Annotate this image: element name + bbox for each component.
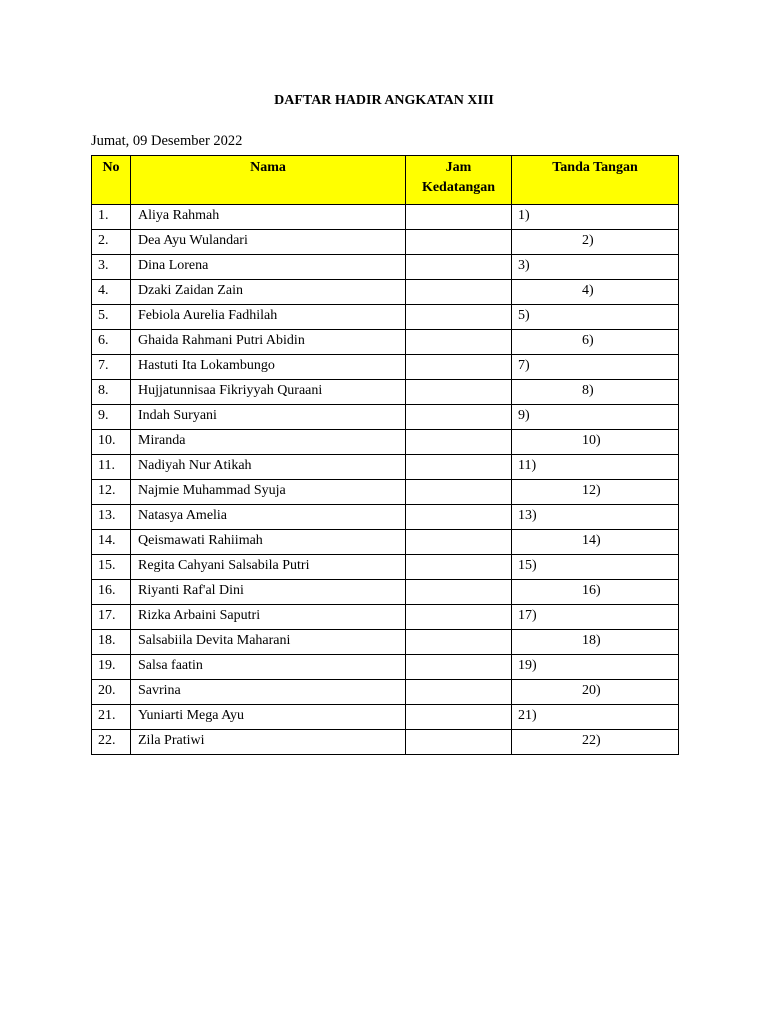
row-number: 16.: [92, 580, 131, 605]
header-jam-line1: Jam: [445, 160, 472, 175]
row-number: 17.: [92, 605, 131, 630]
row-signature[interactable]: 20): [512, 680, 679, 705]
row-name: Regita Cahyani Salsabila Putri: [131, 555, 406, 580]
row-number: 20.: [92, 680, 131, 705]
row-number: 3.: [92, 255, 131, 280]
row-arrival-time[interactable]: [406, 580, 512, 605]
row-signature[interactable]: 15): [512, 555, 679, 580]
row-signature[interactable]: 3): [512, 255, 679, 280]
row-arrival-time[interactable]: [406, 355, 512, 380]
table-row: [92, 405, 679, 430]
table-row: [92, 230, 679, 255]
table-row: [92, 280, 679, 305]
header-jam-kedatangan: [406, 156, 512, 205]
row-number: 7.: [92, 355, 131, 380]
row-name: Ghaida Rahmani Putri Abidin: [131, 330, 406, 355]
row-name: Indah Suryani: [131, 405, 406, 430]
row-signature[interactable]: 19): [512, 655, 679, 680]
row-arrival-time[interactable]: [406, 705, 512, 730]
row-signature[interactable]: 16): [512, 580, 679, 605]
table-row: [92, 255, 679, 280]
table-row: [92, 330, 679, 355]
row-arrival-time[interactable]: [406, 230, 512, 255]
row-signature[interactable]: 13): [512, 505, 679, 530]
table-row: [92, 380, 679, 405]
row-name: Dzaki Zaidan Zain: [131, 280, 406, 305]
row-arrival-time[interactable]: [406, 205, 512, 230]
header-tanda-tangan: Tanda Tangan: [512, 156, 679, 205]
row-arrival-time[interactable]: [406, 505, 512, 530]
row-name: Dea Ayu Wulandari: [131, 230, 406, 255]
row-number: 9.: [92, 405, 131, 430]
row-number: 1.: [92, 205, 131, 230]
row-name: Qeismawati Rahiimah: [131, 530, 406, 555]
row-signature[interactable]: 14): [512, 530, 679, 555]
row-name: Yuniarti Mega Ayu: [131, 705, 406, 730]
page-title: DAFTAR HADIR ANGKATAN XIII: [274, 93, 494, 108]
row-number: 8.: [92, 380, 131, 405]
row-number: 21.: [92, 705, 131, 730]
table-row: [92, 430, 679, 455]
table-row: [92, 305, 679, 330]
row-number: 14.: [92, 530, 131, 555]
row-signature[interactable]: 4): [512, 280, 679, 305]
table-row: [92, 480, 679, 505]
row-name: Natasya Amelia: [131, 505, 406, 530]
row-number: 19.: [92, 655, 131, 680]
row-arrival-time[interactable]: [406, 655, 512, 680]
row-arrival-time[interactable]: [406, 630, 512, 655]
row-arrival-time[interactable]: [406, 380, 512, 405]
header-no: No: [92, 156, 131, 205]
row-arrival-time[interactable]: [406, 330, 512, 355]
row-arrival-time[interactable]: [406, 280, 512, 305]
row-arrival-time[interactable]: [406, 680, 512, 705]
header-jam-line2: Kedatangan: [421, 180, 496, 195]
row-arrival-time[interactable]: [406, 255, 512, 280]
row-name: Aliya Rahmah: [131, 205, 406, 230]
table-row: [92, 530, 679, 555]
row-signature[interactable]: 18): [512, 630, 679, 655]
row-name: Dina Lorena: [131, 255, 406, 280]
table-header-row: [92, 156, 679, 205]
row-arrival-time[interactable]: [406, 730, 512, 755]
table-row: [92, 730, 679, 755]
table-row: [92, 355, 679, 380]
row-signature[interactable]: 5): [512, 305, 679, 330]
row-name: Riyanti Raf'al Dini: [131, 580, 406, 605]
row-number: 13.: [92, 505, 131, 530]
row-arrival-time[interactable]: [406, 480, 512, 505]
row-number: 22.: [92, 730, 131, 755]
row-signature[interactable]: 22): [512, 730, 679, 755]
row-arrival-time[interactable]: [406, 605, 512, 630]
row-name: Savrina: [131, 680, 406, 705]
row-arrival-time[interactable]: [406, 455, 512, 480]
row-number: 11.: [92, 455, 131, 480]
row-name: Najmie Muhammad Syuja: [131, 480, 406, 505]
row-arrival-time[interactable]: [406, 530, 512, 555]
row-arrival-time[interactable]: [406, 430, 512, 455]
row-name: Febiola Aurelia Fadhilah: [131, 305, 406, 330]
row-signature[interactable]: 11): [512, 455, 679, 480]
row-signature[interactable]: 7): [512, 355, 679, 380]
row-number: 5.: [92, 305, 131, 330]
row-name: Miranda: [131, 430, 406, 455]
table-row: [92, 555, 679, 580]
row-arrival-time[interactable]: [406, 405, 512, 430]
row-number: 18.: [92, 630, 131, 655]
row-signature[interactable]: 8): [512, 380, 679, 405]
row-signature[interactable]: 21): [512, 705, 679, 730]
row-number: 4.: [92, 280, 131, 305]
row-signature[interactable]: 6): [512, 330, 679, 355]
row-name: Hastuti Ita Lokambungo: [131, 355, 406, 380]
row-signature[interactable]: 10): [512, 430, 679, 455]
table-row: [92, 605, 679, 630]
row-name: Nadiyah Nur Atikah: [131, 455, 406, 480]
row-arrival-time[interactable]: [406, 555, 512, 580]
row-signature[interactable]: 17): [512, 605, 679, 630]
row-number: 10.: [92, 430, 131, 455]
document-date: Jumat, 09 Desember 2022: [91, 133, 243, 149]
row-number: 15.: [92, 555, 131, 580]
row-name: Salsabiila Devita Maharani: [131, 630, 406, 655]
row-signature[interactable]: 1): [512, 205, 679, 230]
row-arrival-time[interactable]: [406, 305, 512, 330]
table-row: [92, 655, 679, 680]
table-row: [92, 705, 679, 730]
header-nama: Nama: [131, 156, 406, 205]
row-number: 2.: [92, 230, 131, 255]
row-name: Hujjatunnisaa Fikriyyah Quraani: [131, 380, 406, 405]
row-number: 6.: [92, 330, 131, 355]
row-name: Rizka Arbaini Saputri: [131, 605, 406, 630]
row-number: 12.: [92, 480, 131, 505]
row-name: Zila Pratiwi: [131, 730, 406, 755]
row-signature[interactable]: 2): [512, 230, 679, 255]
table-row: [92, 505, 679, 530]
table-row: [92, 455, 679, 480]
row-signature[interactable]: 9): [512, 405, 679, 430]
row-signature[interactable]: 12): [512, 480, 679, 505]
row-name: Salsa faatin: [131, 655, 406, 680]
table-row: [92, 205, 679, 230]
table-row: [92, 680, 679, 705]
attendance-table: [91, 155, 679, 755]
table-row: [92, 630, 679, 655]
table-row: [92, 580, 679, 605]
